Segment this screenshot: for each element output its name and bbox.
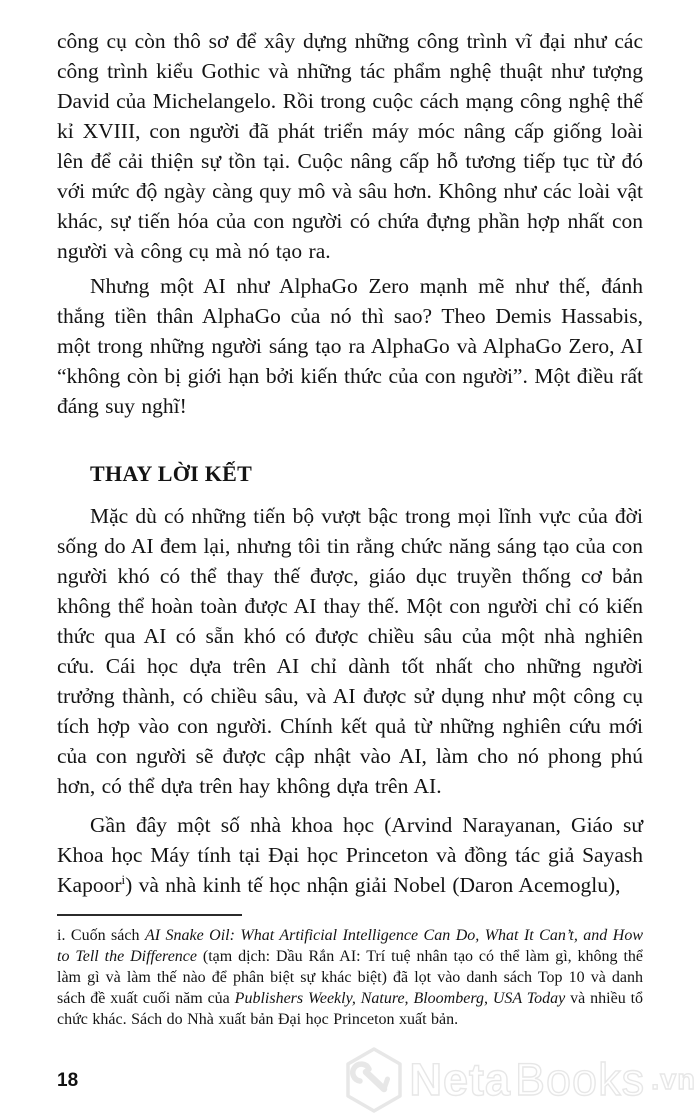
footnote-publications: Publishers Weekly, Nature, Bloomberg, USA Today xyxy=(234,990,566,1007)
section-heading: THAY LỜI KẾT xyxy=(90,461,253,486)
footnote-tail: và nhiều tổ chức khác. Sách do Nhà xuất bản Đại học Princeton xuất bản. xyxy=(57,990,644,1028)
paragraph-alphago: Nhưng một AI như AlphaGo Zero mạnh mẽ như thế, đánh thắng tiền thân AlphaGo của nó thì sao? Theo Demis Hassabis, một trong những người sáng tạo ra AlphaGo và AlphaGo Zero, AI “không còn bị giới hạn bởi kiến thức của con người”. Một điều rất đáng suy nghĩ! xyxy=(57,274,643,418)
paragraph-text: Gần đây một số nhà khoa học (Arvind Narayanan, Giáo sư Khoa học Máy tính tại Đại học Princeton và đồng tác giả Sayash Kapoor xyxy=(57,813,643,897)
footnote-lead: i. Cuốn sách xyxy=(57,927,145,944)
paragraph-text: ) và nhà kinh tế học nhận giải Nobel (Daron Acemoglu), xyxy=(125,873,621,897)
footnote xyxy=(57,925,643,1030)
netabooks-logo-icon xyxy=(343,1046,405,1114)
paragraph-continuation: công cụ còn thô sơ để xây dựng những công trình vĩ đại như các công trình kiểu Gothic và những tác phẩm nghệ thuật như tượng David của Michelangelo. Rồi trong cuộc cách mạng công nghệ thế kỉ XVIII, con người đã phát triển máy móc nâng cấp giống loài lên để cải thiện sự tồn tại. Cuộc nâng cấp hỗ tương tiếp tục từ đó với mức độ ngày càng quy mô và sâu hơn. Không như các loài vật khác, sự tiến hóa của con người có chứa đựng phần hợp nhất con người và công cụ mà nó tạo ra. xyxy=(57,29,643,263)
footnote-middle: (tạm dịch: Dầu Rắn AI: Trí tuệ nhân tạo có thể làm gì, không thể làm gì và làm thế nào để phân biệt sự khác biệt) đã lọt vào danh sách Top 10 và danh sách đề xuất cuối năm của xyxy=(57,948,643,1007)
paragraph-conclusion: Mặc dù có những tiến bộ vượt bậc trong mọi lĩnh vực của đời sống do AI đem lại, nhưng tôi tin rằng chức năng sáng tạo của con người khó có thể thay thế được, giáo dục truyền thống cơ bản không thể hoàn toàn được AI thay thế. Một con người chỉ có kiến thức qua AI có sẵn khó có được chiều sâu của một nhà nghiên cứu. Cái học dựa trên AI chỉ dành tốt nhất cho những người trưởng thành, có chiều sâu, và AI được sử dụng như một công cụ tích hợp vào con người. Chính kết quả từ những nghiên cứu mới của con người sẽ được cập nhật vào AI, làm cho nó phong phú hơn, có thể dựa trên hay không dựa trên AI. xyxy=(57,504,643,798)
page-number: 18 xyxy=(57,1070,79,1091)
footnote-reference-marker: i xyxy=(121,871,126,887)
netabooks-watermark xyxy=(343,1046,696,1114)
watermark-domain-suffix: .vn xyxy=(651,1063,696,1096)
watermark-brand-primary: Neta xyxy=(409,1054,512,1105)
footnote-separator xyxy=(57,914,242,916)
paragraph-scientists xyxy=(57,810,643,900)
watermark-brand-secondary: Books xyxy=(515,1054,646,1105)
footnote-book-title: AI Snake Oil: What Artificial Intelligence Can Do, What It Can’t, and How to Tell the Difference xyxy=(57,927,643,965)
